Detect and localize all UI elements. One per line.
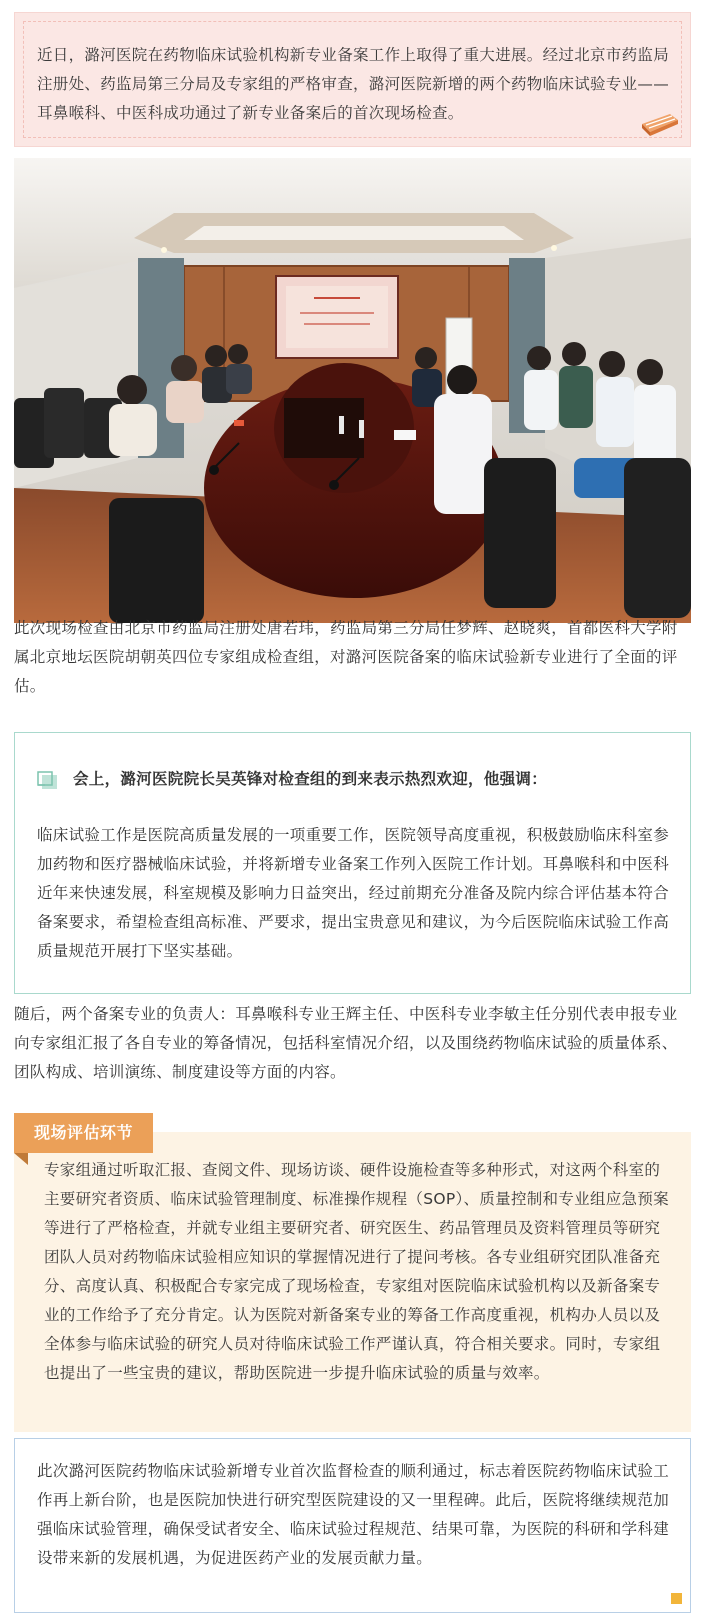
paragraph-inspection-team: 此次现场检查由北京市药监局注册处唐若玮，药监局第三分局任梦辉、赵晓爽，首都医科大学附属北京地坛医院胡朝英四位专家组成检查组，对潞河医院备案的临床试验新专业进行了全面的评估。 <box>14 619 678 695</box>
closing-text: 此次潞河医院药物临床试验新增专业首次监督检查的顺利通过，标志着医院药物临床试验工作再上新台阶，也是医院加快进行研究型医院建设的又一里程碑。此后，医院将继续规范加强临床试验管理，确保受试者安全、临床试验过程规范、结果可靠，为医院的科研和学科建设带来新的发展机遇，为促进医药产业的发展贡献力量。 <box>37 1462 670 1567</box>
paragraph-report: 随后，两个备案专业的负责人：耳鼻喉科专业王辉主任、中医科专业李敏主任分别代表申报专业向专家组汇报了各自专业的筹备情况，包括科室情况介绍，以及围绕药物临床试验的质量体系、团队构成、培训演练、制度建设等方面的内容。 <box>14 1005 678 1081</box>
quote-heading: 会上，潞河医院院长吴英锋对检查组的到来表示热烈欢迎，他强调： <box>73 770 548 788</box>
section-tag-fold <box>14 1153 28 1165</box>
quote-box <box>14 732 691 994</box>
section-text: 专家组通过听取汇报、查阅文件、现场访谈、硬件设施检查等多种形式，对这两个科室的主要研究者资质、临床试验管理制度、标准操作规程（SOP）、质量控制和专业组应急预案等进行了严格检查，并就专业组主要研究者、研究医生、药品管理员及资料管理员等研究团队人员对药物临床试验相应知识的掌握情况进行了提问考核。各专业组研究团队准备充分、高度认真、积极配合专家完成了现场检查，专家组对医院临床试验机构以及新备案专业的工作给予了充分肯定。认为医院对新备案专业的筹备工作高度重视，机构办人员以及全体参与临床试验的研究人员对待临床试验工作严谨认真，符合相关要求。同时，专家组也提出了一些宝贵的建议，帮助医院进一步提升临床试验的质量与效率。 <box>44 1161 669 1382</box>
quote-body: 临床试验工作是医院高质量发展的一项重要工作，医院领导高度重视，积极鼓励临床科室参加药物和医疗器械临床试验，并将新增专业备案工作列入医院工作计划。耳鼻喉科和中医科近年来快速发展，科室规模及影响力日益突出，经过前期充分准备及院内综合评估基本符合备案要求，希望检查组高标准、严要求，提出宝贵意见和建议，为今后医院临床试验工作高质量规范开展打下坚实基础。 <box>37 826 670 960</box>
quote-square-icon <box>37 771 59 791</box>
meeting-room-photo <box>14 158 691 623</box>
corner-square-icon <box>671 1593 682 1604</box>
closing-box <box>14 1438 691 1613</box>
book-icon <box>640 110 680 136</box>
section-tag: 现场评估环节 <box>14 1113 153 1153</box>
intro-text: 近日，潞河医院在药物临床试验机构新专业备案工作上取得了重大进展。经过北京市药监局注册处、药监局第三分局及专家组的严格审查，潞河医院新增的两个药物临床试验专业——耳鼻喉科、中医科成功通过了新专业备案后的首次现场检查。 <box>37 46 670 122</box>
intro-box <box>14 12 691 147</box>
